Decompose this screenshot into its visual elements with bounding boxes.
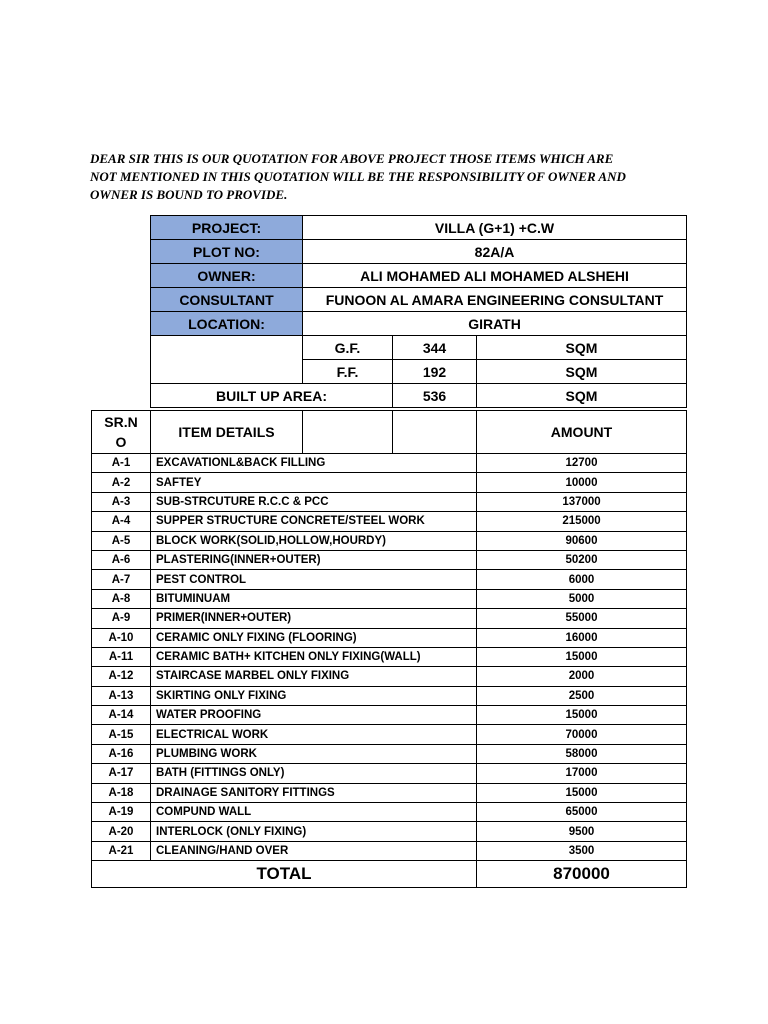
table-row	[92, 725, 687, 744]
row-item-description: CLEANING/HAND OVER	[151, 841, 477, 860]
gf-unit: SQM	[477, 336, 687, 360]
table-row	[92, 473, 687, 492]
intro-line-1: DEAR SIR THIS IS OUR QUOTATION FOR ABOVE PROJECT THOSE ITEMS WHICH ARE	[90, 151, 614, 166]
row-sr-no: A-5	[92, 531, 151, 550]
built-up-value: 536	[393, 384, 477, 408]
plot-row	[151, 240, 687, 264]
row-amount: 3500	[477, 841, 687, 860]
total-value: 870000	[477, 861, 687, 888]
ff-label: F.F.	[303, 360, 393, 384]
row-item-description: INTERLOCK (ONLY FIXING)	[151, 822, 477, 841]
row-item-description: ELECTRICAL WORK	[151, 725, 477, 744]
items-header-row	[92, 411, 687, 454]
row-sr-no: A-15	[92, 725, 151, 744]
plot-label: PLOT NO:	[151, 240, 303, 264]
amount-header: AMOUNT	[477, 411, 687, 454]
row-item-description: CERAMIC BATH+ KITCHEN ONLY FIXING(WALL)	[151, 647, 477, 666]
row-amount: 55000	[477, 609, 687, 628]
table-row	[92, 609, 687, 628]
row-item-description: DRAINAGE SANITORY FITTINGS	[151, 783, 477, 802]
row-amount: 6000	[477, 570, 687, 589]
built-up-unit: SQM	[477, 384, 687, 408]
row-item-description: PLUMBING WORK	[151, 744, 477, 763]
row-amount: 17000	[477, 764, 687, 783]
table-row	[92, 764, 687, 783]
row-sr-no: A-19	[92, 803, 151, 822]
built-up-row	[151, 384, 687, 408]
row-sr-no: A-6	[92, 550, 151, 569]
sr-no-header-line-2: O	[115, 434, 127, 450]
row-amount: 70000	[477, 725, 687, 744]
area-blank-cell	[151, 336, 303, 384]
header-blank-cell-1	[303, 411, 393, 454]
table-row	[92, 512, 687, 531]
row-sr-no: A-8	[92, 589, 151, 608]
project-label: PROJECT:	[151, 216, 303, 240]
row-sr-no: A-11	[92, 647, 151, 666]
row-item-description: BATH (FITTINGS ONLY)	[151, 764, 477, 783]
ff-unit: SQM	[477, 360, 687, 384]
row-amount: 65000	[477, 803, 687, 822]
row-sr-no: A-16	[92, 744, 151, 763]
items-table	[91, 410, 687, 888]
item-details-header: ITEM DETAILS	[151, 411, 303, 454]
row-sr-no: A-1	[92, 454, 151, 473]
consultant-label: CONSULTANT	[151, 288, 303, 312]
row-sr-no: A-21	[92, 841, 151, 860]
table-row	[92, 531, 687, 550]
row-amount: 15000	[477, 647, 687, 666]
row-item-description: SAFTEY	[151, 473, 477, 492]
row-amount: 2000	[477, 667, 687, 686]
row-sr-no: A-2	[92, 473, 151, 492]
header-blank-cell-2	[393, 411, 477, 454]
row-sr-no: A-13	[92, 686, 151, 705]
table-row	[92, 822, 687, 841]
plot-value: 82A/A	[303, 240, 687, 264]
table-row	[92, 550, 687, 569]
row-amount: 5000	[477, 589, 687, 608]
table-row	[92, 570, 687, 589]
row-amount: 10000	[477, 473, 687, 492]
table-row	[92, 667, 687, 686]
table-row	[92, 628, 687, 647]
row-item-description: WATER PROOFING	[151, 706, 477, 725]
row-sr-no: A-17	[92, 764, 151, 783]
total-label: TOTAL	[92, 861, 477, 888]
row-sr-no: A-20	[92, 822, 151, 841]
consultant-value: FUNOON AL AMARA ENGINEERING CONSULTANT	[303, 288, 687, 312]
gf-value: 344	[393, 336, 477, 360]
table-row	[92, 841, 687, 860]
row-amount: 137000	[477, 492, 687, 511]
row-amount: 58000	[477, 744, 687, 763]
total-row	[92, 861, 687, 888]
table-row	[92, 647, 687, 666]
row-sr-no: A-18	[92, 783, 151, 802]
consultant-row	[151, 288, 687, 312]
row-item-description: BITUMINUAM	[151, 589, 477, 608]
gf-row	[151, 336, 687, 360]
table-row	[92, 454, 687, 473]
table-row	[92, 589, 687, 608]
table-row	[92, 803, 687, 822]
ff-value: 192	[393, 360, 477, 384]
row-sr-no: A-7	[92, 570, 151, 589]
row-sr-no: A-4	[92, 512, 151, 531]
project-value: VILLA (G+1) +C.W	[303, 216, 687, 240]
table-row	[92, 744, 687, 763]
row-amount: 50200	[477, 550, 687, 569]
row-item-description: BLOCK WORK(SOLID,HOLLOW,HOURDY)	[151, 531, 477, 550]
row-amount: 215000	[477, 512, 687, 531]
owner-value: ALI MOHAMED ALI MOHAMED ALSHEHI	[303, 264, 687, 288]
owner-row	[151, 264, 687, 288]
location-value: GIRATH	[303, 312, 687, 336]
row-amount: 12700	[477, 454, 687, 473]
sr-no-header	[92, 411, 151, 454]
gf-label: G.F.	[303, 336, 393, 360]
row-amount: 2500	[477, 686, 687, 705]
row-item-description: SKIRTING ONLY FIXING	[151, 686, 477, 705]
row-sr-no: A-14	[92, 706, 151, 725]
table-row	[92, 686, 687, 705]
row-sr-no: A-3	[92, 492, 151, 511]
built-up-label: BUILT UP AREA:	[151, 384, 393, 408]
row-sr-no: A-12	[92, 667, 151, 686]
location-row	[151, 312, 687, 336]
row-item-description: STAIRCASE MARBEL ONLY FIXING	[151, 667, 477, 686]
owner-label: OWNER:	[151, 264, 303, 288]
row-item-description: PEST CONTROL	[151, 570, 477, 589]
table-row	[92, 783, 687, 802]
row-sr-no: A-10	[92, 628, 151, 647]
location-label: LOCATION:	[151, 312, 303, 336]
row-item-description: SUPPER STRUCTURE CONCRETE/STEEL WORK	[151, 512, 477, 531]
sr-no-header-line-1: SR.N	[104, 414, 138, 430]
intro-paragraph	[90, 150, 690, 204]
row-item-description: PRIMER(INNER+OUTER)	[151, 609, 477, 628]
project-info-table	[150, 215, 687, 408]
row-amount: 90600	[477, 531, 687, 550]
row-item-description: SUB-STRCUTURE R.C.C & PCC	[151, 492, 477, 511]
row-item-description: EXCAVATIONL&BACK FILLING	[151, 454, 477, 473]
row-amount: 9500	[477, 822, 687, 841]
project-row	[151, 216, 687, 240]
row-amount: 15000	[477, 783, 687, 802]
row-item-description: CERAMIC ONLY FIXING (FLOORING)	[151, 628, 477, 647]
intro-line-3: OWNER IS BOUND TO PROVIDE.	[90, 187, 288, 202]
intro-line-2: NOT MENTIONED IN THIS QUOTATION WILL BE THE RESPONSIBILITY OF OWNER AND	[90, 169, 626, 184]
row-item-description: COMPUND WALL	[151, 803, 477, 822]
table-row	[92, 706, 687, 725]
row-amount: 15000	[477, 706, 687, 725]
row-item-description: PLASTERING(INNER+OUTER)	[151, 550, 477, 569]
row-sr-no: A-9	[92, 609, 151, 628]
table-row	[92, 492, 687, 511]
row-amount: 16000	[477, 628, 687, 647]
